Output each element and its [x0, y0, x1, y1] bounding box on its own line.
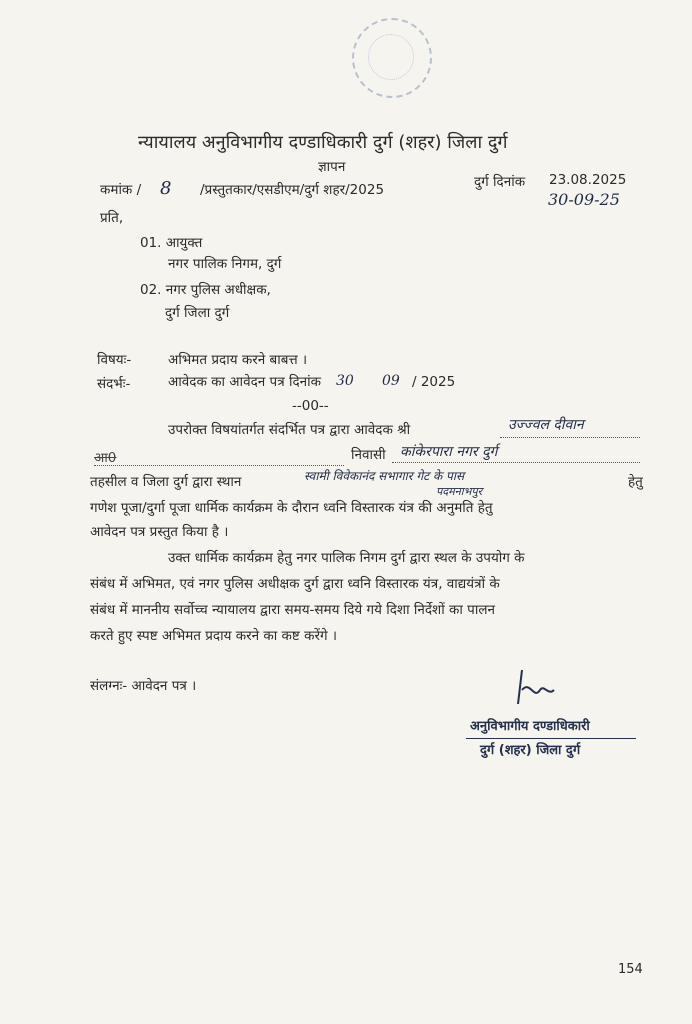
- page-number: 154: [618, 962, 643, 977]
- nivasi-label: निवासी: [351, 447, 386, 463]
- ref-number-handwritten: 8: [160, 178, 172, 199]
- para2-line4: करते हुए स्पष्ट अभिमत प्रदाय करने का कष्ट करेंगे ।: [90, 628, 337, 644]
- ref-date-handwritten: 30-09-25: [548, 190, 620, 209]
- enclosure-text: संलग्नः- आवेदन पत्र ।: [90, 678, 197, 694]
- place-handwritten-2: पदमनाभपुर: [436, 485, 483, 498]
- subject-text: अभिमत प्रदाय करने बाबत्त ।: [168, 352, 308, 368]
- reference-label: संदर्भः-: [97, 376, 131, 392]
- reference-year: / 2025: [412, 374, 456, 390]
- para2-line2: संबंध में अभिमत, एवं नगर पुलिस अधीक्षक दुर्ग द्वारा ध्वनि विस्तारक यंत्र, वाद्ययंत्रों के: [90, 576, 500, 592]
- divider: --00--: [292, 398, 329, 414]
- ref-suffix: /प्रस्तुतकार/एसडीएम/दुर्ग शहर/2025: [200, 182, 385, 198]
- office-seal-stamp: [352, 18, 432, 98]
- para2-line3: संबंध में माननीय सर्वोच्च न्यायालय द्वारा समय-समय दिये गये दिशा निर्देशों का पालन: [90, 602, 495, 618]
- prati-label: प्रति,: [100, 210, 124, 226]
- para1-line4: गणेश पूजा/दुर्गा पूजा धार्मिक कार्यक्रम के दौरान ध्वनि विस्तारक यंत्र की अनुमति हेतु: [90, 500, 493, 516]
- para1-line5: आवेदन पत्र प्रस्तुत किया है ।: [90, 524, 229, 540]
- applicant-name-handwritten: उज्ज्वल दीवान: [508, 417, 584, 433]
- para2-line1: उक्त धार्मिक कार्यक्रम हेतु नगर पालिक निगम दुर्ग द्वारा स्थल के उपयोग के: [168, 550, 525, 566]
- ref-date-label: दुर्ग दिनांक: [474, 174, 526, 190]
- reference-text: आवेदक का आवेदन पत्र दिनांक: [168, 374, 321, 390]
- reference-day-handwritten: 30: [336, 373, 354, 389]
- recipient-1-org: नगर पालिक निगम, दुर्ग: [168, 256, 282, 272]
- ref-prefix: कमांक /: [100, 182, 142, 198]
- recipient-2: 02. नगर पुलिस अधीक्षक,: [140, 282, 271, 298]
- place-handwritten: स्वामी विवेकानंद सभागार गेट के पास: [304, 469, 465, 483]
- subject-label: विषयः-: [97, 352, 132, 368]
- recipient-1: 01. आयुक्त: [140, 235, 203, 251]
- recipient-2-org: दुर्ग जिला दुर्ग: [165, 305, 230, 321]
- para1-line1: उपरोक्त विषयांतर्गत संदर्भित पत्र द्वारा आवेदक श्री: [168, 422, 411, 438]
- ref-date: 23.08.2025: [549, 172, 627, 188]
- signature-stamp-line2: दुर्ग (शहर) जिला दुर्ग: [480, 743, 581, 758]
- signature-stamp-line1: अनुविभागीय दण्डाधिकारी: [470, 719, 590, 734]
- para1-line3: तहसील व जिला दुर्ग द्वारा स्थान: [90, 474, 242, 490]
- signature-scribble: [508, 660, 568, 710]
- reference-month-handwritten: 09: [382, 373, 400, 389]
- para1-line3-end: हेतु: [628, 474, 643, 490]
- residence-handwritten: कांकेरपारा नगर दुर्ग: [400, 444, 498, 460]
- struck-text: आ0: [94, 450, 117, 466]
- document-title: न्यायालय अनुविभागीय दण्डाधिकारी दुर्ग (शहर) जिला दुर्ग: [138, 132, 508, 153]
- document-subtitle: ज्ञापन: [318, 159, 346, 175]
